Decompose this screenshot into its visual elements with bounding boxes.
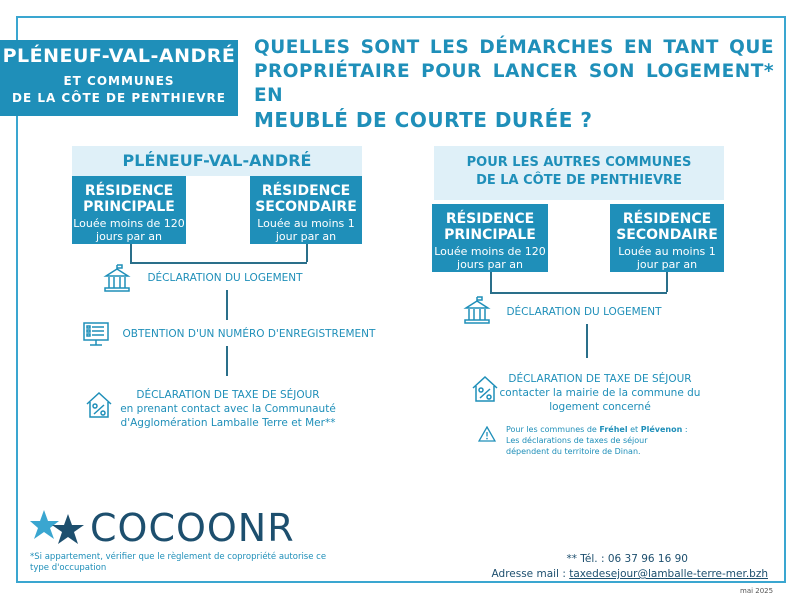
left-step-tax: DÉCLARATION DE TAXE DE SÉJOUR en prenant contact avec la Communauté d'Agglomération Lamballe Terre et Mer** — [120, 389, 336, 429]
star-logo-icon — [30, 508, 86, 548]
connector — [666, 272, 668, 292]
left-step-declaration: DÉCLARATION DU LOGEMENT — [147, 272, 303, 284]
right-step-tax: DÉCLARATION DE TAXE DE SÉJOUR contacter la mairie de la commune du logement concerné — [499, 373, 701, 413]
phone: ** Tél. : 06 37 96 16 90 — [566, 553, 688, 565]
band-title: PLÉNEUF-VAL-ANDRÉ — [2, 45, 236, 67]
left-section-title: PLÉNEUF-VAL-ANDRÉ — [72, 146, 362, 176]
contact-info: ** Tél. : 06 37 96 16 90 Adresse mail : taxedesejour@lamballe-terre-mer.bzh — [440, 552, 768, 582]
left-secondaire-box: RÉSIDENCE SECONDAIRE Louée au moins 1 jour par an — [250, 176, 362, 244]
email-link[interactable]: taxedesejour@lamballe-terre-mer.bzh — [569, 568, 768, 580]
footnote: *Si appartement, vérifier que le règlement de copropriété autorise ce type d'occupation — [30, 552, 327, 573]
connector — [130, 262, 307, 264]
connector — [306, 244, 308, 262]
headline-line-1: QUELLES SONT LES DÉMARCHES EN TANT QUE — [254, 37, 774, 58]
headline-line-2: PROPRIÉTAIRE POUR LANCER SON LOGEMENT* EN — [254, 61, 774, 106]
header-band — [0, 40, 238, 116]
building-icon — [462, 296, 492, 326]
left-step-registration: OBTENTION D'UN NUMÉRO D'ENREGISTREMENT — [122, 328, 376, 340]
headline-line-3: MEUBLÉ DE COURTE DURÉE ? — [254, 108, 593, 132]
warning-note: Pour les communes de Fréhel et Plévenon : Les déclarations de taxes de séjour dépendent du territoire de Dinan. — [506, 425, 688, 456]
right-principal-box: RÉSIDENCE PRINCIPALE Louée moins de 120 jours par an — [432, 204, 548, 272]
warning-icon — [478, 426, 496, 442]
connector — [490, 292, 667, 294]
page-title — [254, 36, 774, 132]
left-principal-box: RÉSIDENCE PRINCIPALE Louée moins de 120 jours par an — [72, 176, 186, 244]
connector — [226, 290, 228, 320]
connector — [226, 346, 228, 376]
connector — [490, 272, 492, 292]
house-percent-icon — [470, 374, 500, 404]
publication-date: mai 2025 — [740, 587, 774, 595]
connector — [130, 244, 132, 262]
computer-form-icon — [82, 320, 110, 348]
band-subtitle: ET COMMUNES DE LA CÔTE DE PENTHIEVRE — [11, 74, 226, 105]
cocoonr-logo: COCOONR — [30, 506, 295, 550]
right-secondaire-box: RÉSIDENCE SECONDAIRE Louée au moins 1 jour par an — [610, 204, 724, 272]
right-section-title: POUR LES AUTRES COMMUNES DE LA CÔTE DE PENTHIEVRE — [434, 146, 724, 200]
connector — [586, 324, 588, 358]
right-step-declaration: DÉCLARATION DU LOGEMENT — [506, 306, 662, 318]
building-icon — [102, 264, 132, 294]
